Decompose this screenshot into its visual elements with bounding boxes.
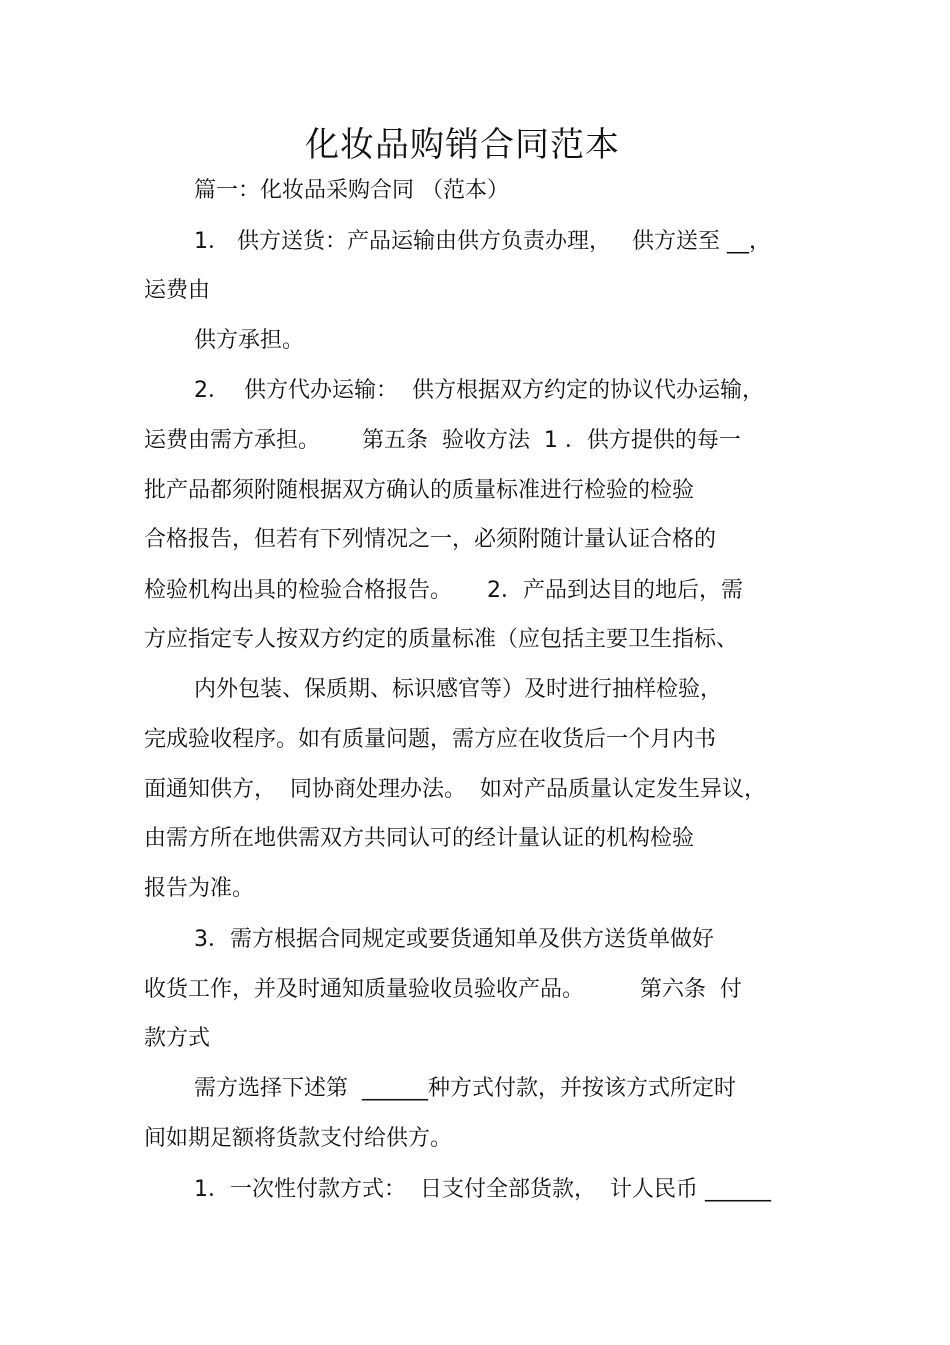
paragraph-line: 完成验收程序。如有质量问题，需方应在收货后一个月内书 xyxy=(144,727,717,752)
paragraph-line: 面通知供方， 同协商处理办法。 如对产品质量认定发生异议， xyxy=(144,777,766,802)
document-title: 化妆品购销合同范本 xyxy=(305,125,620,165)
paragraph-line: 由需方所在地供需双方共同认可的经计量认证的机构检验 xyxy=(144,826,695,851)
paragraph-line: 收货工作，并及时通知质量验收员验收产品。 第六条 付 xyxy=(144,977,742,1002)
paragraph-line: 批产品都须附随根据双方确认的质量标准进行检验的检验 xyxy=(144,478,695,503)
paragraph-line: 1． 供方送货：产品运输由供方负责办理， 供方送至 __， xyxy=(194,229,771,254)
section-heading: 篇一：化妆品采购合同 （范本） xyxy=(194,178,509,203)
paragraph-line: 方应指定专人按双方约定的质量标准（应包括主要卫生指标、 xyxy=(144,627,739,652)
paragraph-line: 合格报告，但若有下列情况之一，必须附随计量认证合格的 xyxy=(144,527,717,552)
paragraph-line: 报告为准。 xyxy=(144,876,255,901)
paragraph-line: 1．一次性付款方式： 日支付全部货款， 计人民币 ______ xyxy=(194,1177,771,1202)
paragraph-line: 2． 供方代办运输： 供方根据双方约定的协议代办运输， xyxy=(194,378,764,403)
paragraph-line: 运费由需方承担。 第五条 验收方法 1 ．供方提供的每一 xyxy=(144,428,741,453)
paragraph-line: 3．需方根据合同规定或要货通知单及供方送货单做好 xyxy=(194,927,714,952)
paragraph-line: 款方式 xyxy=(144,1026,211,1051)
paragraph-line: 需方选择下述第 ______种方式付款，并按该方式所定时 xyxy=(194,1076,736,1101)
paragraph-line: 内外包装、保质期、标识感官等）及时进行抽样检验， xyxy=(194,677,723,702)
paragraph-line: 供方承担。 xyxy=(194,328,305,353)
paragraph-line: 检验机构出具的检验合格报告。 2．产品到达目的地后，需 xyxy=(144,578,743,603)
paragraph-line: 间如期足额将货款支付给供方。 xyxy=(144,1126,453,1151)
paragraph-line: 运费由 xyxy=(144,278,211,303)
